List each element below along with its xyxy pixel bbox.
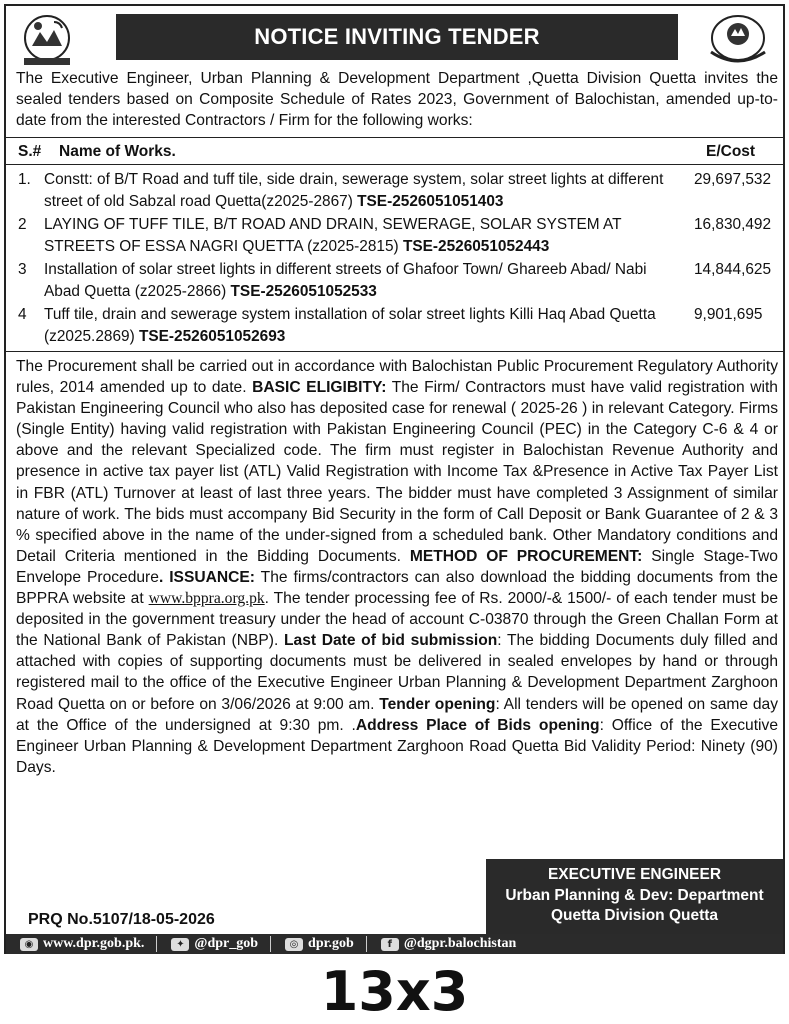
tender-id: TSE-2526051052533 bbox=[230, 282, 377, 300]
ad-size-label: 13x3 bbox=[320, 960, 469, 1023]
header-estimated-cost: E/Cost bbox=[706, 143, 756, 160]
government-emblem-left bbox=[16, 12, 78, 68]
row-number: 4 bbox=[18, 306, 27, 323]
table-row bbox=[6, 169, 783, 214]
tender-id: TSE-2526051052443 bbox=[402, 237, 550, 255]
header-name-of-works: Name of Works. bbox=[59, 143, 176, 160]
footer-separator bbox=[156, 936, 157, 952]
row-number: 3 bbox=[18, 261, 27, 278]
signature-title: EXECUTIVE ENGINEER bbox=[547, 866, 722, 883]
globe-icon: ◉ bbox=[20, 938, 38, 951]
footer-separator bbox=[366, 936, 367, 952]
signature-department: Urban Planning & Dev: Department bbox=[505, 886, 764, 904]
notice-frame bbox=[4, 4, 785, 954]
works-list bbox=[6, 169, 783, 349]
prq-number: PRQ No.5107/18-05-2026 bbox=[28, 911, 215, 928]
heading-address: Address Place of Bids opening bbox=[355, 716, 600, 734]
tender-id: TSE-2526051051403 bbox=[357, 192, 504, 210]
table-row bbox=[6, 214, 783, 259]
section-divider bbox=[6, 351, 783, 352]
header-serial: S.# bbox=[18, 143, 42, 160]
signature-division: Quetta Division Quetta bbox=[550, 907, 719, 924]
row-cost: 14,844,625 bbox=[694, 261, 772, 278]
row-cost: 9,901,695 bbox=[694, 306, 763, 323]
heading-last-date: Last Date of bid submission bbox=[284, 632, 498, 650]
heading-issuance: . ISSUANCE: bbox=[158, 568, 255, 586]
department-logo-right bbox=[705, 12, 771, 68]
twitter-icon: ✦ bbox=[171, 938, 189, 951]
works-table-header bbox=[6, 137, 783, 165]
row-number: 2 bbox=[18, 216, 27, 233]
footer-twitter[interactable]: ✦ @dpr_gob bbox=[171, 936, 258, 952]
heading-eligibility: BASIC ELIGIBITY: bbox=[252, 379, 387, 397]
footer-instagram[interactable]: ◎ dpr.gob bbox=[285, 936, 354, 952]
row-cost: 29,697,532 bbox=[694, 171, 772, 188]
heading-tender-opening: Tender opening bbox=[379, 695, 496, 713]
row-description: Tuff tile, drain and sewerage system installation of solar street lights Killi Haq Abad Quetta (z2025.2869) TSE-2526051052693 bbox=[44, 306, 656, 345]
row-cost: 16,830,492 bbox=[694, 216, 772, 233]
notice-title: NOTICE INVITING TENDER bbox=[116, 14, 678, 60]
row-number: 1. bbox=[18, 171, 31, 188]
terms-paragraph: The Procurement shall be carried out in accordance with Balochistan Public Procurement Regulatory Authority rules, 2014 amended up to date. BASIC ELIGIBITY: The Firm/ Contractors must have valid registration with Pakistan Engineering Council who also has deposited case for renewal ( 2025-26 ) in relevant Category. Firms (Single Entity) having valid registration with Pakistan Engineering Council (PEC) in the Category C-6 & 4 or above and the relevant Specialized code. The firm must register in Balochistan Revenue Authority and presence in active tax payer list (ATL) Valid Registration with Income Tax &Presence in Active Tax Payer List in FBR (ATL) Turnover at least of last three years. The bidder must have completed 3 Assignment of similar nature of work. The bids must accompany Bid Security in the form of Call Deposit or Bank Guarantee of 2 & 3 % specified above in the name of the under-signed from a scheduled bank. Other Mandatory conditions and Detail Criteria mentioned in the Bidding Documents. METHOD OF PROCUREMENT: Single Stage-Two Envelope Procedure. ISSUANCE: The firms/contractors can also download the bidding documents from the BPPRA website at www.bppra.org.pk. The tender processing fee of Rs. 2000/-& 1500/- of each tender must be deposited in the government treasury under the head of account C-03870 through the Green Challan Form at the National Bank of Pakistan (NBP). Last Date of bid submission: The bidding Documents duly filled and attached with copies of supporting documents must be delivered in sealed envelopes by hand or through registered mail to the office of the Executive Engineer Urban Planning & Development Department Zarghoon Road Quetta on or before on 3/06/2026 at 9:00 am. Tender opening: All tenders will be opened on same day at the Office of the undersigned at 9:30 pm. .Address Place of Bids opening: Office of the Executive Engineer Urban Planning & Development Department Zarghoon Road Quetta Bid Validity Period: Ninety (90) Days. bbox=[16, 358, 778, 776]
intro-paragraph: The Executive Engineer, Urban Planning & Development Department ,Quetta Division Quetta invites the sealed tenders based on Composite Schedule of Rates 2023, Government of Balochistan, amended up-to-date from the interested Contractors / Firm for the following works: bbox=[16, 70, 778, 129]
bppra-website-link[interactable]: www.bppra.org.pk bbox=[148, 590, 265, 608]
row-description: Installation of solar street lights in different streets of Ghafoor Town/ Ghareeb Abad/ Nabi Abad Quetta (z2025-2866) TSE-2526051052533 bbox=[44, 261, 647, 300]
table-row bbox=[6, 259, 783, 304]
signature-block bbox=[486, 859, 783, 934]
row-description: LAYING OF TUFF TILE, B/T ROAD AND DRAIN, SEWERAGE, SOLAR SYSTEM AT STREETS OF ESSA NAGRI QUETTA (z2025-2815) TSE-2526051052443 bbox=[44, 216, 622, 255]
instagram-icon: ◎ bbox=[285, 938, 303, 951]
heading-method: METHOD OF PROCUREMENT: bbox=[409, 547, 643, 565]
row-description: Constt: of B/T Road and tuff tile, side drain, sewerage system, solar street lights at different street of old Sabzal road Quetta(z2025-2867) TSE-2526051051403 bbox=[44, 171, 664, 210]
footer-bar bbox=[6, 934, 783, 954]
facebook-icon: f bbox=[381, 938, 399, 951]
table-row bbox=[6, 304, 783, 349]
footer-website[interactable]: ◉ www.dpr.gob.pk. bbox=[20, 936, 144, 952]
footer-facebook[interactable]: f @dgpr.balochistan bbox=[381, 936, 517, 952]
footer-separator bbox=[270, 936, 271, 952]
tender-id: TSE-2526051052693 bbox=[138, 327, 286, 345]
